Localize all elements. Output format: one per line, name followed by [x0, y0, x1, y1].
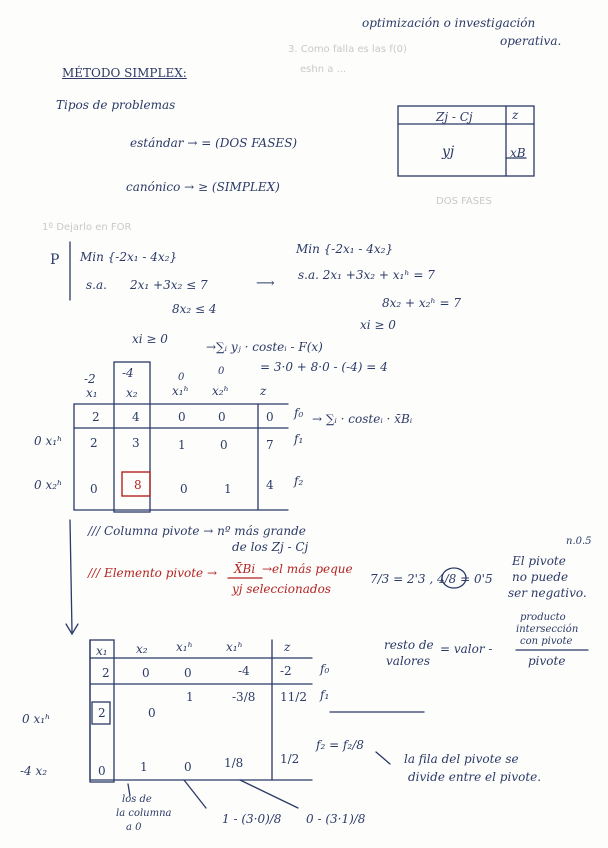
problem-type-standard: estándar → = (DOS FASES): [130, 136, 298, 150]
problem-right-line-4: xi ≥ 0: [360, 318, 396, 332]
t2-r0-c4: -2: [280, 664, 292, 678]
problem-types-label: Tipos de problemas: [56, 98, 176, 112]
t1-cost-x2h: 0: [218, 366, 225, 377]
t1-r0-c2: 0: [178, 410, 186, 424]
t2-header-x1: x₁: [96, 644, 108, 658]
t2-r0-f: f₀: [320, 662, 330, 676]
t2-r2-c3: 1/8: [224, 756, 244, 770]
problem-type-canonical: canónico → ≥ (SIMPLEX): [126, 180, 280, 194]
method-title: MÉTODO SIMPLEX:: [62, 66, 187, 80]
mini-table-col2: z: [512, 108, 519, 122]
t1-header-x2: x₂: [126, 386, 138, 400]
rule-pivot-column-2: de los Zj - Cj: [232, 540, 309, 554]
t2-r1-c2: 1: [186, 690, 194, 704]
problem-label-p: P: [50, 252, 60, 268]
t2-r0-c0: 2: [102, 666, 110, 680]
t1-r0-c3: 0: [218, 410, 226, 424]
rule-frac-top: X̄Bi: [234, 562, 256, 576]
ghost-text-4: DOS FASES: [436, 196, 492, 207]
problem-right-line-1: Min {-2x₁ - 4x₂}: [296, 242, 394, 256]
mini-table-cell2: xB: [510, 146, 526, 160]
rule-small-note: n.0.5: [566, 536, 592, 547]
t1-r0-c1: 4: [132, 410, 140, 424]
rule-rest-num-3: con pivote: [520, 636, 573, 647]
rule-pivot-element: /// Elemento pivote →: [88, 566, 218, 580]
header-title-line2: operativa.: [500, 34, 562, 48]
t1-r2-c0: 0: [90, 482, 98, 496]
t1-header-x1h: x₁ʰ: [172, 384, 189, 398]
rule-frac-bottom: yj seleccionados: [232, 582, 331, 596]
t1-r2-c1-pivot: 8: [134, 478, 142, 492]
rule-rest-label-2: valores: [386, 654, 430, 668]
t1-header-z: z: [260, 384, 267, 398]
t2-r1-f: f₁: [320, 688, 330, 702]
t1-header-x2h: x₂ʰ: [212, 384, 229, 398]
t2-bottom-a3: a 0: [126, 822, 142, 833]
rule-side-1: El pivote: [512, 554, 566, 568]
t1-r0-f: f₀: [294, 406, 304, 420]
problem-line-4: xi ≥ 0: [132, 332, 168, 346]
t1-r1-c0: 2: [90, 436, 98, 450]
t1-r1-c1: 3: [132, 436, 140, 450]
problem-arrow: ⟶: [256, 276, 275, 291]
t1-cost-x2: -4: [122, 366, 134, 380]
mini-table-col1: Zj - Cj: [436, 110, 473, 124]
mini-table-cell1: yj: [442, 144, 455, 160]
t1-r1-c2: 1: [178, 438, 186, 452]
t2-r1-c3: -3/8: [232, 690, 256, 704]
t2-bottom-a2: la columna: [116, 808, 172, 819]
rule-rest-eq: = valor -: [440, 642, 493, 656]
t1-r2-c4: 4: [266, 478, 274, 492]
t2-note-1: la fila del pivote se: [404, 752, 519, 766]
t1-r2-c2: 0: [180, 482, 188, 496]
rule-rest-den: pivote: [528, 654, 566, 668]
t2-r2-c1: 1: [140, 760, 148, 774]
t1-cost-x1h: 0: [178, 372, 185, 383]
problem-line-2b: 2x₁ +3x₂ ≤ 7: [130, 278, 208, 292]
rule-side-2: no puede: [512, 570, 569, 584]
ghost-text-2: eshn a ...: [300, 64, 347, 75]
ghost-text-5: 1º Dejarlo en FOR: [42, 222, 132, 233]
t2-r1-c1: 0: [148, 706, 156, 720]
t1-r2-f: f₂: [294, 474, 304, 488]
t2-r2-f: f₂ = f₂/8: [316, 738, 364, 752]
t1-r1-c3: 0: [220, 438, 228, 452]
t2-note-2: divide entre el pivote.: [408, 770, 542, 784]
rule-pivot-column: /// Columna pivote → nº más grande: [88, 524, 306, 538]
t2-bottom-b: 1 - (3·0)/8: [222, 812, 282, 826]
t1-r1-c4: 7: [266, 438, 274, 452]
t1-r2-c3: 1: [224, 482, 232, 496]
formula-sum: →∑ᵢ yⱼ · costeᵢ - F(x): [206, 340, 323, 354]
rule-rest-num-1: producto: [520, 612, 566, 623]
rule-rest-label-1: resto de: [384, 638, 434, 652]
t1-r0-c0: 2: [92, 410, 100, 424]
header-title-line1: optimización o investigación: [362, 16, 536, 30]
problem-line-3: 8x₂ ≤ 4: [172, 302, 217, 316]
t1-r0-c4: 0: [266, 410, 274, 424]
t2-header-x1h: x₁ʰ: [176, 640, 193, 654]
formula-calc: = 3·0 + 8·0 - (-4) = 4: [260, 360, 388, 374]
t2-r1-c0: 2: [98, 706, 106, 720]
t2-header-x2: x₂: [136, 642, 148, 656]
t1-r1-f: f₁: [294, 432, 304, 446]
t1-r2-label: 0 x₂ʰ: [34, 478, 63, 492]
t2-r2-label: -4 x₂: [20, 764, 48, 778]
t2-header-x1h-b: x₁ʰ: [226, 640, 243, 654]
t2-r2-c4: 1/2: [280, 752, 300, 766]
t2-r0-c3: -4: [238, 664, 250, 678]
rule-calc: 7/3 = 2'3 , 4/8 = 0'5: [370, 572, 493, 586]
problem-right-line-2: s.a. 2x₁ +3x₂ + x₁ʰ = 7: [298, 268, 435, 282]
t1-f0-note: → ∑ᵢ · costeᵢ · x̄Bᵢ: [312, 412, 413, 426]
t2-r0-c2: 0: [184, 666, 192, 680]
t2-bottom-a1: los de: [122, 794, 152, 805]
t2-r2-c2: 0: [184, 760, 192, 774]
problem-line-2a: s.a.: [86, 278, 107, 292]
rule-side-3: ser negativo.: [508, 586, 587, 600]
rule-rest-num-2: intersección: [516, 624, 579, 635]
t1-r1-label: 0 x₁ʰ: [34, 434, 63, 448]
problem-right-line-3: 8x₂ + x₂ʰ = 7: [382, 296, 461, 310]
t2-r1-label: 0 x₁ʰ: [22, 712, 51, 726]
t2-header-z: z: [284, 640, 291, 654]
t2-r1-c4: 11/2: [280, 690, 307, 704]
ghost-text-1: 3. Como falla es las f(0): [288, 44, 407, 55]
t2-r0-c1: 0: [142, 666, 150, 680]
t2-r2-c0: 0: [98, 764, 106, 778]
t2-bottom-c: 0 - (3·1)/8: [306, 812, 366, 826]
t1-cost-x1: -2: [84, 372, 96, 386]
t1-header-x1: x₁: [86, 386, 98, 400]
problem-line-1: Min {-2x₁ - 4x₂}: [80, 250, 178, 264]
rule-min-note: →el más peque: [262, 562, 353, 576]
